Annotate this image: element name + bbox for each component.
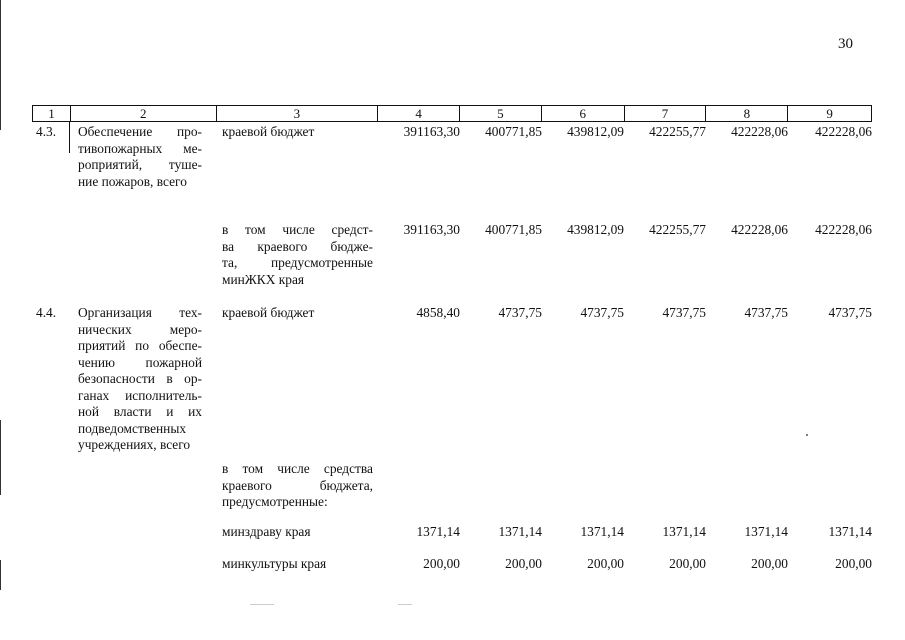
value-col-8: 200,00 bbox=[751, 556, 788, 571]
value-col-6: 1371,14 bbox=[580, 524, 624, 539]
header-col-2: 2 bbox=[70, 106, 216, 121]
value-col-9: 422228,06 bbox=[815, 222, 872, 237]
value-col-8: 1371,14 bbox=[744, 524, 788, 539]
funding-source-detail bbox=[222, 222, 373, 288]
source-line: ва краевого бюдже- bbox=[222, 238, 373, 254]
scan-speck bbox=[250, 604, 274, 605]
value-col-9: 200,00 bbox=[835, 556, 872, 571]
value-col-5: 400771,85 bbox=[485, 124, 542, 139]
source-line: предусмотренные: bbox=[222, 494, 328, 509]
value-col-4: 1371,14 bbox=[416, 524, 460, 539]
row-name bbox=[78, 124, 202, 190]
row-name-line: ганах исполнитель- bbox=[78, 387, 202, 403]
header-col-4: 4 bbox=[377, 106, 459, 121]
source-line: краевого бюджета, bbox=[222, 477, 373, 493]
value-col-4: 391163,30 bbox=[403, 222, 460, 237]
funding-source: краевой бюджет bbox=[222, 305, 315, 320]
row-name-line: ние пожаров, всего bbox=[78, 173, 187, 189]
value-col-9: 422228,06 bbox=[815, 124, 872, 139]
value-col-7: 4737,75 bbox=[662, 305, 706, 320]
value-col-5: 4737,75 bbox=[498, 305, 542, 320]
value-col-5: 1371,14 bbox=[498, 524, 542, 539]
value-col-5: 400771,85 bbox=[485, 222, 542, 237]
funding-source: краевой бюджет bbox=[222, 124, 315, 139]
row-name-line: Обеспечение про- bbox=[78, 124, 202, 139]
value-col-7: 422255,77 bbox=[649, 124, 706, 139]
row-number: 4.3. bbox=[36, 124, 57, 139]
value-col-7: 422255,77 bbox=[649, 222, 706, 237]
value-col-8: 422228,06 bbox=[731, 124, 788, 139]
scan-speck bbox=[398, 604, 412, 605]
funding-source-detail bbox=[222, 461, 373, 511]
row-name-line: приятий по обеспе- bbox=[78, 338, 202, 353]
column-divider bbox=[69, 121, 70, 153]
value-col-8: 422228,06 bbox=[731, 222, 788, 237]
value-col-6: 4737,75 bbox=[580, 305, 624, 320]
row-name-line: учреждениях, всего bbox=[78, 437, 191, 452]
value-col-8: 4737,75 bbox=[744, 305, 788, 320]
source-line: минЖКХ края bbox=[222, 271, 305, 287]
value-col-4: 200,00 bbox=[423, 556, 460, 571]
funding-source: минздраву края bbox=[222, 524, 311, 539]
row-name-line: нических меро- bbox=[78, 321, 202, 337]
row-name-line: роприятий, туше- bbox=[78, 157, 202, 172]
value-col-6: 200,00 bbox=[587, 556, 624, 571]
value-col-5: 200,00 bbox=[505, 556, 542, 571]
row-name bbox=[78, 305, 202, 454]
header-col-8: 8 bbox=[705, 106, 787, 121]
value-col-7: 1371,14 bbox=[662, 524, 706, 539]
header-col-3: 3 bbox=[216, 106, 378, 121]
scan-edge-line bbox=[0, 0, 1, 130]
value-col-4: 391163,30 bbox=[403, 124, 460, 139]
source-line: в том числе средства bbox=[222, 461, 373, 476]
row-name-line: тивопожарных ме- bbox=[78, 140, 202, 156]
header-col-9: 9 bbox=[787, 106, 871, 121]
source-line: в том числе средст- bbox=[222, 222, 373, 237]
row-name-line: ной власти и их bbox=[78, 404, 202, 419]
value-col-7: 200,00 bbox=[669, 556, 706, 571]
header-col-7: 7 bbox=[624, 106, 706, 121]
row-name-line: подведомственных bbox=[78, 420, 187, 436]
value-col-4: 4858,40 bbox=[416, 305, 460, 320]
row-number: 4.4. bbox=[36, 305, 57, 320]
funding-source: минкультуры края bbox=[222, 556, 327, 571]
row-name-line: чению пожарной bbox=[78, 354, 202, 370]
value-col-6: 439812,09 bbox=[567, 222, 624, 237]
source-line: та, предусмотренные bbox=[222, 255, 373, 270]
scan-speck bbox=[806, 434, 808, 436]
header-col-1: 1 bbox=[48, 106, 55, 121]
header-col-6: 6 bbox=[541, 106, 624, 121]
row-name-line: безопасности в ор- bbox=[78, 371, 202, 386]
value-col-6: 439812,09 bbox=[567, 124, 624, 139]
scan-edge-line bbox=[0, 420, 1, 495]
table-header-row bbox=[32, 105, 872, 122]
value-col-9: 1371,14 bbox=[828, 524, 872, 539]
scan-edge-line bbox=[0, 560, 1, 590]
value-col-9: 4737,75 bbox=[828, 305, 872, 320]
header-col-5: 5 bbox=[459, 106, 541, 121]
row-name-line: Организация тех- bbox=[78, 305, 202, 320]
page-number: 30 bbox=[838, 36, 853, 52]
